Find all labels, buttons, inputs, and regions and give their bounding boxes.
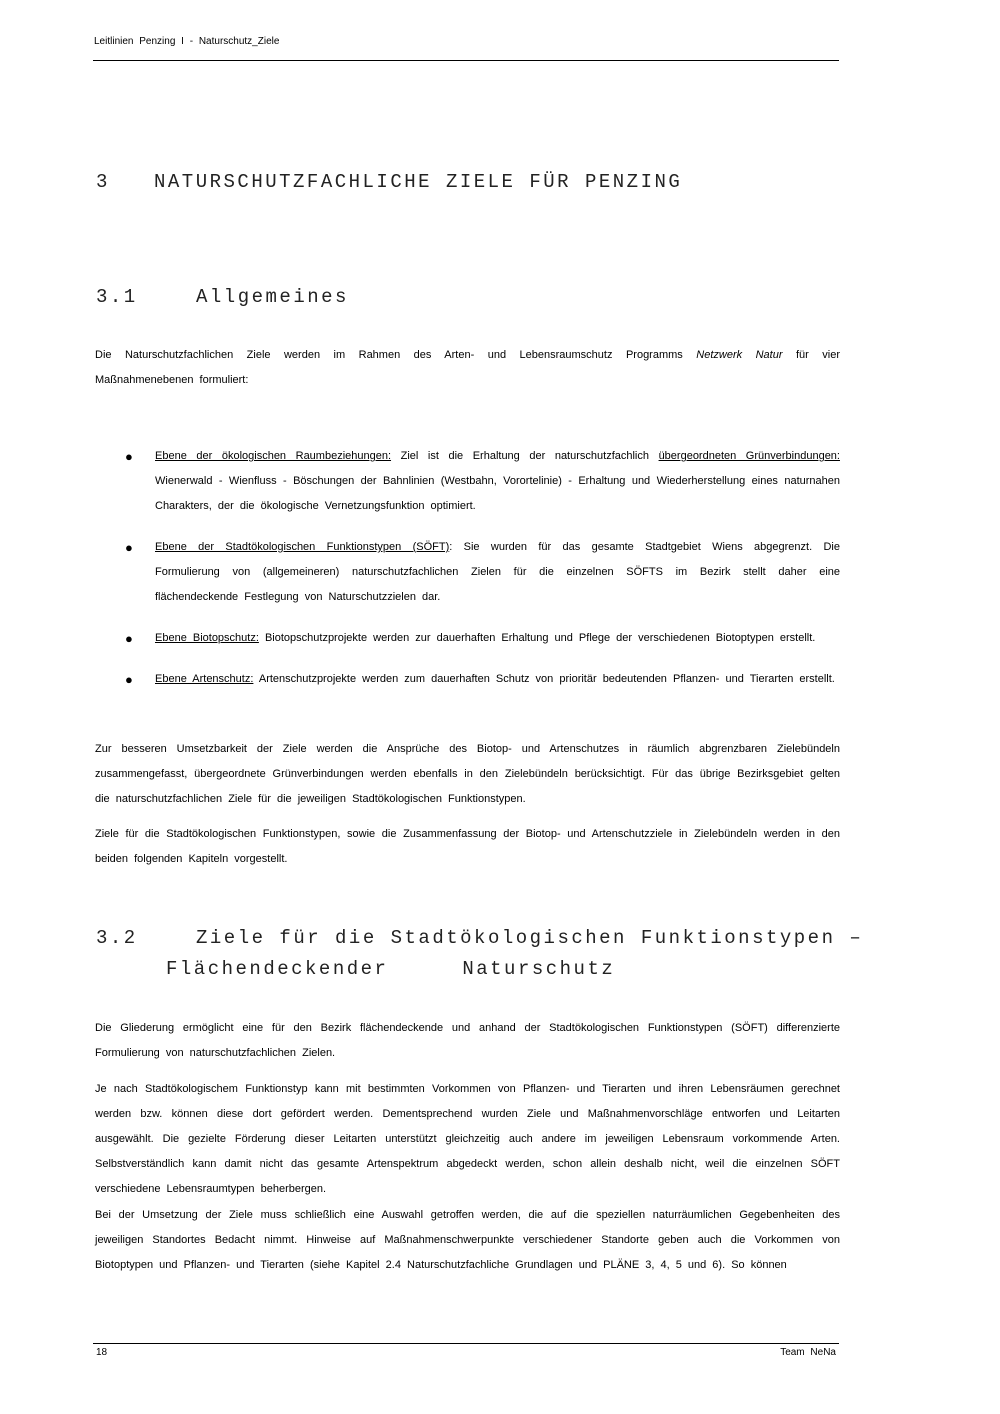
bullet-text: Ziel ist die Erhaltung der naturschutzfachlich bbox=[391, 450, 659, 462]
paragraph-zielebuendel: Zur besseren Umsetzbarkeit der Ziele werden die Ansprüche des Biotop- und Artenschutzes in räumlich abgrenzbaren Zielebündeln zusammengefasst, übergeordnete Grünverbindungen werden ebenfalls in den Zielebündeln berücksichtigt. Für das übrige Bezirksgebiet gelten die naturschutzfachlichen Ziele für die jeweiligen Stadtökologischen Funktionstypen. bbox=[95, 743, 840, 805]
section-heading-3-1 bbox=[96, 282, 349, 313]
bullet-icon: ● bbox=[125, 449, 133, 464]
paragraph-umsetzung: Bei der Umsetzung der Ziele muss schließlich eine Auswahl getroffen werden, die auf die speziellen naturräumlichen Gegebenheiten des jeweiligen Standortes Bedacht nimmt. Hinweise auf Maßnahmenschwerpunkte verschiedener Standorte geben auch die Vorkommen von Biotoptypen und Pflanzen- und Tierarten (siehe Kapitel 2.4 Naturschutzfachliche Grundlagen und PLÄNE 3, 4, 5 und 6). So können bbox=[95, 1209, 840, 1271]
bullet-text-cont: Wienerwald - Wienfluss - Böschungen der Bahnlinien (Westbahn, Vorortelinie) - Erhaltung und Wiederherstellung eines naturnahen Charakters, der die ökologische Vernetzungsfunktion optimiert. bbox=[155, 475, 840, 512]
measure-levels-list bbox=[95, 444, 840, 708]
program-name: Netzwerk Natur bbox=[696, 349, 783, 361]
bullet-icon: ● bbox=[125, 672, 133, 687]
bullet-label: Ebene Biotopschutz: bbox=[155, 632, 259, 644]
paragraph-funktionstyp: Je nach Stadtökologischem Funktionstyp kann mit bestimmten Vorkommen von Pflanzen- und Tierarten und ihren Lebensräumen gerechnet werden bzw. können diese dort gefördert werden. Dementsprechend wurden Ziele und Maßnahmenvorschläge entworfen und Leitarten ausgewählt. Die gezielte Förderung dieser Leitarten unterstützt gleichzeitig auch andere im jeweiligen Lebensraum vorkommende Arten. Selbstverständlich kann damit nicht das gesamte Artenspektrum abgedeckt werden, schon allein deshalb nicht, weil die einzelnen SÖFT verschiedene Lebensraumtypen beherbergen. bbox=[95, 1083, 840, 1195]
section-number: 3.1 bbox=[96, 286, 138, 308]
section-title: Ziele für die Stadtökologischen Funktionstypen – bbox=[196, 927, 864, 949]
bullet-underlined: übergeordneten Grünverbindungen: bbox=[658, 450, 840, 462]
section-title-continued: Flächendeckender Naturschutz bbox=[166, 958, 616, 980]
list-item bbox=[95, 535, 840, 610]
footer-team: Team NeNa bbox=[780, 1347, 836, 1358]
section-title: Allgemeines bbox=[196, 286, 349, 308]
bullet-text: : Sie wurden für das gesamte Stadtgebiet Wiens abgegrenzt. Die Formulierung von (allgemeineren) naturschutzfachlichen Zielen für die einzelnen SÖFTS im Bezirk stellt daher eine flächendeckende Festlegung von Naturschutzzielen dar. bbox=[155, 541, 840, 603]
page-number: 18 bbox=[96, 1347, 108, 1358]
list-item bbox=[95, 444, 840, 519]
header-rule bbox=[93, 60, 839, 61]
chapter-number: 3 bbox=[96, 171, 110, 193]
footer-rule bbox=[93, 1343, 839, 1344]
running-header: Leitlinien Penzing I - Naturschutz_Ziele bbox=[94, 36, 280, 47]
intro-text-end: für vier Maßnahmenebenen formuliert: bbox=[95, 349, 840, 386]
bullet-label: Ebene Artenschutz: bbox=[155, 673, 254, 685]
intro-text: Die Naturschutzfachlichen Ziele werden im Rahmen des Arten- und Lebensraumschutz Programms bbox=[95, 349, 697, 361]
list-item bbox=[95, 626, 840, 651]
paragraph-kapitel-ueberblick: Ziele für die Stadtökologischen Funktionstypen, sowie die Zusammenfassung der Biotop- und Artenschutzziele in Zielebündeln werden in den beiden folgenden Kapiteln vorgestellt. bbox=[95, 828, 840, 865]
bullet-label: Ebene der ökologischen Raumbeziehungen: bbox=[155, 450, 392, 462]
section-heading-3-2 bbox=[96, 923, 863, 985]
chapter-title: NATURSCHUTZFACHLICHE ZIELE FÜR PENZING bbox=[154, 171, 683, 193]
bullet-text: Biotopschutzprojekte werden zur dauerhaften Erhaltung und Pflege der verschiedenen Biotoptypen erstellt. bbox=[258, 632, 816, 644]
bullet-icon: ● bbox=[125, 631, 133, 646]
intro-paragraph bbox=[95, 343, 840, 393]
chapter-heading bbox=[96, 171, 682, 193]
bullet-icon: ● bbox=[125, 540, 133, 555]
paragraph-gliederung: Die Gliederung ermöglicht eine für den Bezirk flächendeckende und anhand der Stadtökologischen Funktionstypen (SÖFT) differenzierte Formulierung von naturschutzfachlichen Zielen. bbox=[95, 1022, 840, 1059]
list-item bbox=[95, 667, 840, 692]
bullet-text: Artenschutzprojekte werden zum dauerhaften Schutz von prioritär bedeutenden Pflanzen- und Tierarten erstellt. bbox=[253, 673, 835, 685]
bullet-label: Ebene der Stadtökologischen Funktionstypen (SÖFT) bbox=[155, 541, 450, 553]
section-number: 3.2 bbox=[96, 927, 138, 949]
